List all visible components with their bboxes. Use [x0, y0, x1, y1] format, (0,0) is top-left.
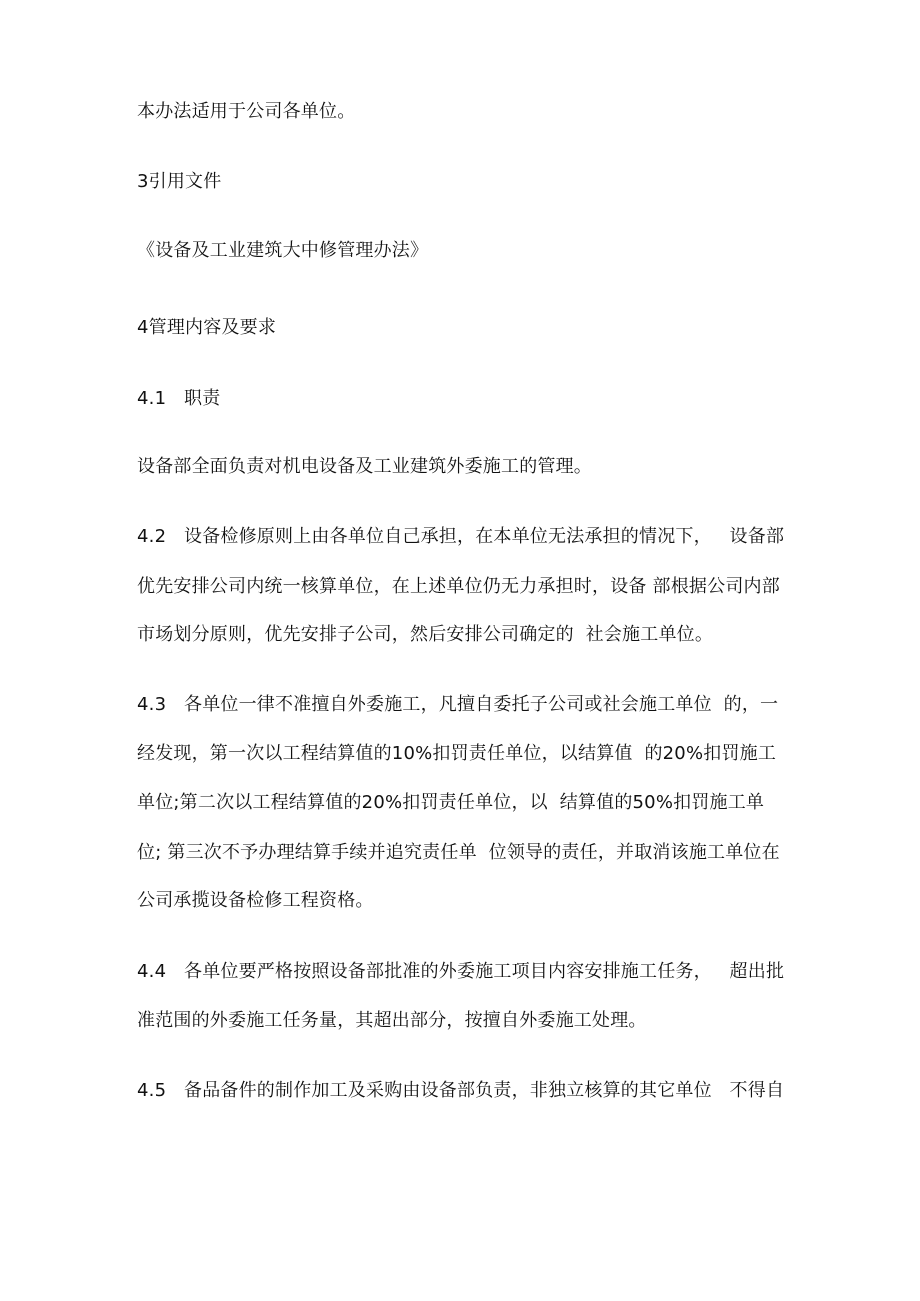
- section-4-2-line-1: 4.2 设备检修原则上由各单位自己承担，在本单位无法承担的情况下， 设备部: [137, 526, 785, 547]
- section-4-2-line-2: 优先安排公司内统一核算单位，在上述单位仍无力承担时，设备 部根据公司内部: [137, 576, 780, 597]
- section-4-1-text: 设备部全面负责对机电设备及工业建筑外委施工的管理。: [137, 456, 592, 477]
- section-4-4-line-1: 4.4 各单位要严格按照设备部批准的外委施工项目内容安排施工任务， 超出批: [137, 961, 785, 982]
- section-4-3-line-2: 经发现，第一次以工程结算值的10%扣罚责任单位，以结算值 的20%扣罚施工: [137, 743, 777, 764]
- section-4-3-line-4: 位; 第三次不予办理结算手续并追究责任单 位领导的责任，并取消该施工单位在: [137, 842, 780, 863]
- section-4-2-line-3: 市场划分原则，优先安排子公司，然后安排公司确定的 社会施工单位。: [137, 624, 714, 645]
- section-4-3-line-3: 单位;第二次以工程结算值的20%扣罚责任单位，以 结算值的50%扣罚施工单: [137, 792, 765, 813]
- section-4-1-heading: 4.1 职责: [137, 388, 221, 409]
- section-4-3-line-1: 4.3 各单位一律不准擅自外委施工，凡擅自委托子公司或社会施工单位 的，一: [137, 694, 779, 715]
- section-4-heading: 4管理内容及要求: [137, 317, 277, 338]
- scope-paragraph: 本办法适用于公司各单位。: [137, 101, 356, 122]
- section-3-heading: 3引用文件: [137, 171, 222, 192]
- section-4-4-line-2: 准范围的外委施工任务量，其超出部分，按擅自外委施工处理。: [137, 1010, 647, 1031]
- section-4-3-line-5: 公司承揽设备检修工程资格。: [137, 890, 374, 911]
- section-4-5-line-1: 4.5 备品备件的制作加工及采购由设备部负责，非独立核算的其它单位 不得自: [137, 1080, 785, 1101]
- referenced-document-title: 《设备及工业建筑大中修管理办法》: [137, 240, 429, 261]
